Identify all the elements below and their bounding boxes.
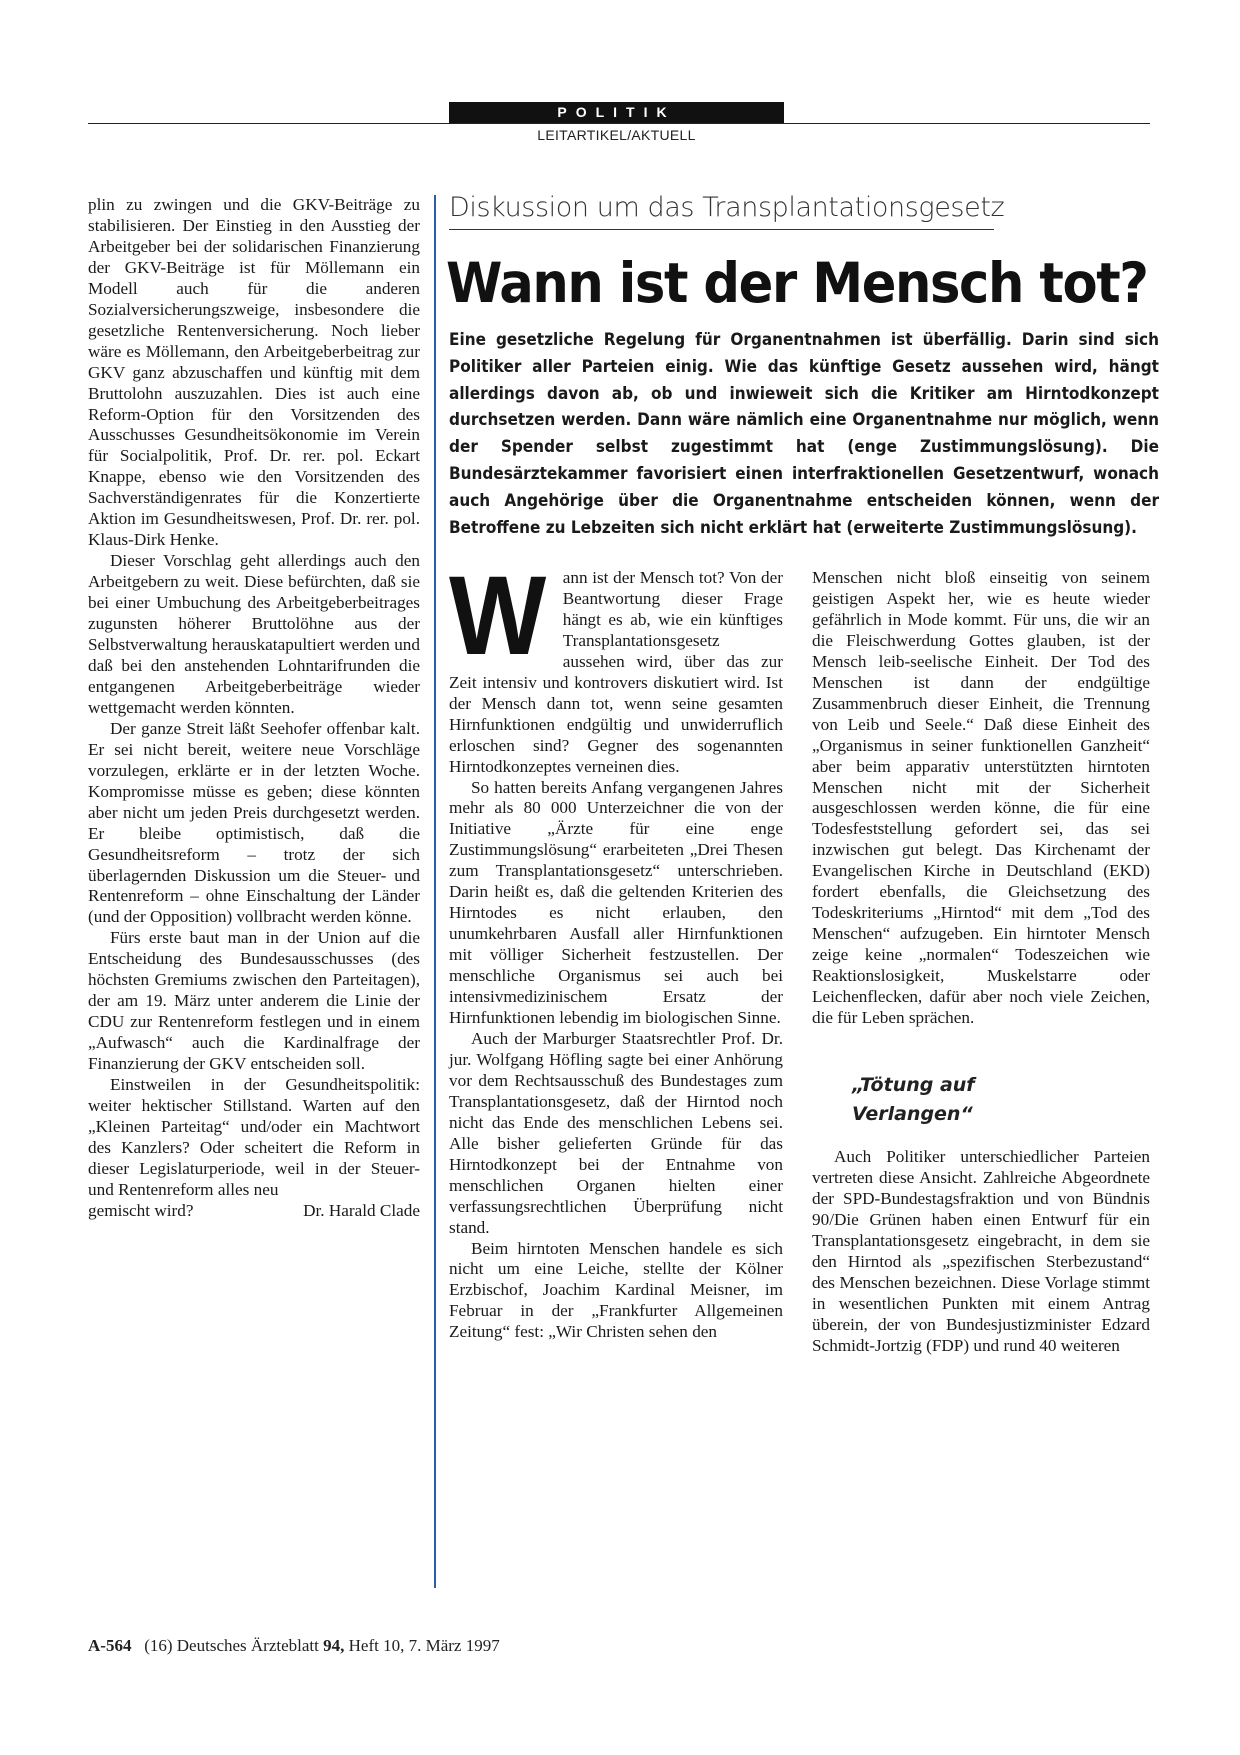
subhead-spacer-bottom — [812, 1129, 1150, 1147]
article-paragraph-1-text: ann ist der Mensch tot? Von der Beantwortung dieser Frage hängt es ab, wie ein künftiges Transplantationsgesetz aussehen wird, über das zur Zeit intensiv und kontrovers diskutiert wird. Ist der Mensch dann tot, wenn seine gesamten Hirnfunktionen endgültig und unwiderruflich erloschen sind? Gegner des sogenannten Hirntodkonzeptes verneinen dies. — [449, 568, 783, 776]
section-label: POLITIK — [449, 102, 784, 123]
article-paragraph-5: Menschen nicht bloß einseitig von seinem geistigen Aspekt her, wie es heute wieder gefährlich in Mode kommt. Für uns, die wir an die Fleischwerdung Gottes glauben, ist der Mensch leib-seelische Einheit. Der Tod des Menschen ist dann der endgültige Zusammenbruch dieser Einheit, die Trennung von Leib und Seele.“ Daß diese Einheit des „Organismus in seiner funktionellen Ganzheit“ aber beim apparativ unterstützten hirntoten Menschen nicht mit der Sicherheit ausgeschlossen werden könne, die für eine Todesfeststellung gefordert sei, das sei inzwischen gut belegt. Das Kirchenamt der Evangelischen Kirche in Deutschland (EKD) fordert ebenfalls, die Gleichsetzung des Todeskriteriums „Hirntod“ mit dem „Tod des Menschen“ aufzugeben. Ein hirntoter Mensch zeige keine „normalen“ Todeszeichen wie Reaktionslosigkeit, Muskelstarre oder Leichenflecken, dafür aber noch viele Zeichen, die für Leben sprächen. — [812, 568, 1150, 1028]
drop-cap: W — [449, 553, 547, 678]
article-subhead — [852, 1071, 1150, 1129]
left-paragraph-5: Einstweilen in der Gesundheitspolitik: weiter hektischer Stillstand. Warten auf den „Kleinen Parteitag“ und/oder ein Machtwort des Kanzlers? Oder scheitert die Reform in dieser Legislaturperiode, weil in der Steuer- und Rentenreform alles neu — [88, 1075, 420, 1199]
article-paragraph-4: Beim hirntoten Menschen handele es sich nicht um eine Leiche, stellte der Kölner Erzbischof, Joachim Kardinal Meisner, im Februar in der „Frankfurter Allgemeinen Zeitung“ fest: „Wir Christen sehen den — [449, 1238, 783, 1342]
article-lead — [449, 327, 1159, 541]
left-last-line: gemischt wird? — [88, 1200, 194, 1220]
column-rule — [434, 195, 436, 1588]
article-kicker: Diskussion um das Transplantationsgesetz — [449, 192, 994, 230]
article-paragraph-1 — [449, 553, 783, 778]
issue-date: Heft 10, 7. März 1997 — [348, 1636, 500, 1655]
journal-volume: 94, — [323, 1636, 345, 1655]
subsection-label: LEITARTIKEL/AKTUELL — [537, 127, 696, 143]
left-paragraph-3: Der ganze Streit läßt Seehofer offenbar kalt. Er sei nicht bereit, weitere neue Vorschläge vorzulegen, erklärte er in der letzten Woche. Kompromisse müsse es geben; diese könnten aber nicht um jeden Preis durchgesetzt werden. Er bleibe optimistisch, daß die Gesundheitsreform – trotz der sich überlagernden Diskussion um die Steuer- und Rentenreform – ohne Einschaltung der Länder (und der Opposition) vollbracht werden könne. — [88, 718, 420, 927]
right-column — [812, 568, 1150, 1357]
subhead-spacer-top — [812, 1029, 1150, 1071]
left-paragraph-2: Dieser Vorschlag geht allerdings auch den Arbeitgebern zu weit. Diese befürchten, daß sie bei einer Umbuchung des Arbeitgeberbeitrages zugunsten höherer Bruttolöhne aus der Selbstverwaltung herauskatapultiert werden und daß bei den anstehenden Lohntarifrunden die entgangenen Arbeitgeberbeiträge wieder wettgemacht werden könnten. — [88, 551, 420, 717]
author-signature: Dr. Harald Clade — [303, 1200, 420, 1220]
page-footer — [88, 1636, 500, 1656]
left-paragraph-1: plin zu zwingen und die GKV-Beiträge zu stabilisieren. Der Einstieg in den Ausstieg der Arbeitgeber bei der solidarischen Finanzierung der GKV-Beiträge ist für Möllemann ein Modell auch für die anderen Sozialversicherungszweige, insbesondere die gesetzliche Rentenversicherung. Noch lieber wäre es Möllemann, den Arbeitgeberbeitrag zur GKV ganz abzuschaffen und künftig mit dem Bruttolohn auszuzahlen. Dies ist auch eine Reform-Option für den Vorsitzenden des Ausschusses Gesundheitsökonomie im Verein für Socialpolitik, Prof. Dr. rer. pol. Eckart Knappe, ebenso wie den Vorsitzenden des Sachverständigenrates für die Konzertierte Aktion im Gesundheitswesen, Prof. Dr. rer. pol. Klaus-Dirk Henke. — [88, 195, 420, 550]
header-rule — [88, 123, 1150, 124]
lead-text: Eine gesetzliche Regelung für Organentnahmen ist überfällig. Darin sind sich Politiker aller Parteien einig. Wie das künftige Gesetz aussehen wird, hängt allerdings davon ab, ob und inwieweit sich die Kritiker am Hirntodkonzept durchsetzen werden. Dann wäre nämlich eine Organentnahme nur möglich, wenn der Spender selbst zugestimmt hat (enge Zustimmungslösung). Die Bundesärztekammer favorisiert einen interfraktionellen Gesetzentwurf, wonach auch Angehörige über die Organentnahme entscheiden können, wenn der Betroffene zu Lebzeiten sich nicht erklärt hat (erweiterte Zustimmungslösung). — [449, 330, 1159, 538]
journal-name: Deutsches Ärzteblatt — [176, 1636, 319, 1655]
article-headline: Wann ist der Mensch tot? — [446, 251, 1148, 315]
page-number: (16) — [144, 1636, 173, 1655]
subhead-line-2: Verlangen“ — [852, 1102, 973, 1125]
subhead-line-1: „Tötung auf — [852, 1073, 975, 1096]
article-paragraph-6: Auch Politiker unterschiedlicher Parteien vertreten diese Ansicht. Zahlreiche Abgeordnete der SPD-Bundestagsfraktion und von Bündnis 90/Die Grünen haben einen Entwurf für ein Transplantationsgesetz eingebracht, in dem sie den Hirntod als „spezifischen Sterbezustand“ des Menschen bezeichnen. Diese Vorlage stimmt in wesentlichen Punkten mit einem Antrag überein, der von Bundesjustizminister Edzard Schmidt-Jortzig (FDP) und rund 40 weiteren — [812, 1146, 1150, 1355]
signoff-row — [88, 1201, 420, 1222]
middle-column — [449, 553, 783, 1343]
left-paragraph-4: Fürs erste baut man in der Union auf die Entscheidung des Bundesausschusses (des höchsten Gremiums zwischen den Parteitagen), der am 19. März unter anderem die Linie der CDU zur Rentenreform festlegen und in einem „Aufwasch“ auch die Kardinalfrage der Finanzierung der GKV entscheiden soll. — [88, 928, 420, 1074]
page-code: A-564 — [88, 1636, 132, 1655]
article-paragraph-2: So hatten bereits Anfang vergangenen Jahres mehr als 80 000 Unterzeichner die von der Initiative „Ärzte für eine enge Zustimmungslösung“ erarbeiteten „Drei Thesen zum Transplantationsgesetz“ unterschrieben. Darin heißt es, daß die geltenden Kriterien des Hirntodes es nicht erlauben, den unumkehrbaren Ausfall aller Hirnfunktionen mit völliger Sicherheit festzustellen. Der menschliche Organismus sei auch bei intensivmedizinischem Ersatz der Hirnfunktionen lebendig im biologischen Sinne. — [449, 777, 783, 1028]
article-paragraph-3: Auch der Marburger Staatsrechtler Prof. Dr. jur. Wolfgang Höfling sagte bei einer Anhörung vor dem Rechtsausschuß des Bundestages zum Transplantationsgesetz, daß der Hirntod noch nicht das Ende des menschlichen Lebens sei. Alle bisher gelieferten Gründe für das Hirntodkonzept bei der Entnahme von menschlichen Organen hielten einer verfassungsrechtlichen Überprüfung nicht stand. — [449, 1028, 783, 1237]
left-column — [88, 195, 420, 1222]
